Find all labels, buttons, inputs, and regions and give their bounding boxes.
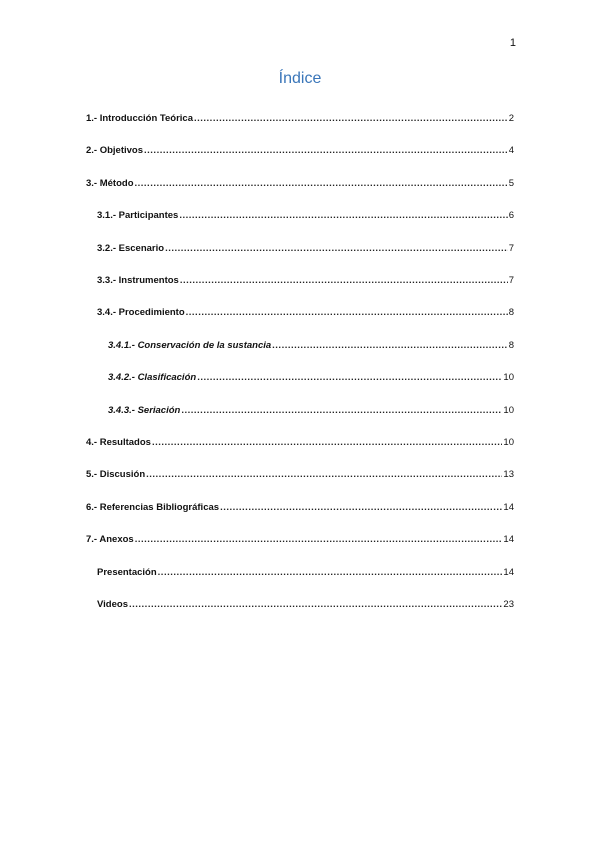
toc-entry-page: 14 bbox=[503, 501, 514, 513]
toc-entry[interactable] bbox=[108, 371, 514, 385]
toc-entry-label: 3.- Método bbox=[86, 177, 134, 189]
toc-entry-page: 10 bbox=[503, 372, 514, 384]
toc-entry[interactable] bbox=[86, 112, 514, 126]
toc-entry[interactable] bbox=[86, 468, 514, 482]
toc-entry-label: 3.1.- Participantes bbox=[97, 210, 179, 222]
toc-entry-label: 1.- Introducción Teórica bbox=[86, 113, 193, 124]
toc-entry-label: 4.- Resultados bbox=[86, 437, 151, 448]
toc-entry[interactable] bbox=[97, 209, 514, 223]
toc-leader-dots bbox=[186, 306, 508, 320]
toc-title: Índice bbox=[278, 70, 322, 87]
toc-entry-page: 5 bbox=[508, 177, 514, 189]
toc-entry[interactable] bbox=[97, 306, 514, 320]
toc-leader-dots bbox=[144, 144, 508, 158]
toc-leader-dots bbox=[272, 339, 508, 353]
toc-entry-page: 14 bbox=[503, 534, 514, 546]
toc-leader-dots bbox=[197, 371, 502, 385]
toc-leader-dots bbox=[181, 404, 502, 418]
toc-entry-label: 5.- Discusión bbox=[86, 469, 146, 481]
toc-entry[interactable] bbox=[86, 144, 514, 158]
toc-entry-label: 2.- Objetivos bbox=[86, 145, 144, 157]
toc-leader-dots bbox=[180, 274, 508, 288]
toc-entry-label: 3.4.- Procedimiento bbox=[97, 307, 185, 319]
toc-entry-page: 8 bbox=[508, 307, 514, 319]
toc-entry-page: 10 bbox=[503, 404, 514, 416]
toc-leader-dots bbox=[129, 598, 502, 612]
toc-leader-dots bbox=[194, 112, 508, 126]
toc-leader-dots bbox=[165, 242, 508, 256]
toc-entry[interactable] bbox=[86, 436, 514, 450]
toc-entry-page: 7 bbox=[508, 242, 514, 254]
toc-entry-page: 2 bbox=[508, 113, 514, 124]
toc-entry-label: Presentación bbox=[97, 566, 157, 578]
toc-leader-dots bbox=[158, 566, 503, 580]
toc-entry[interactable] bbox=[86, 501, 514, 515]
toc-leader-dots bbox=[152, 436, 502, 450]
toc-entry[interactable] bbox=[86, 177, 514, 191]
toc-entry-label: 7.- Anexos bbox=[86, 534, 134, 546]
toc-leader-dots bbox=[135, 177, 508, 191]
toc-entry[interactable] bbox=[108, 404, 514, 418]
toc-leader-dots bbox=[146, 468, 502, 482]
toc-entry-page: 6 bbox=[508, 210, 514, 222]
toc-entry-label: 3.4.1.- Conservación de la sustancia bbox=[108, 339, 272, 351]
toc-entry[interactable] bbox=[108, 339, 514, 353]
toc-entry-label: 3.2.- Escenario bbox=[97, 242, 165, 254]
toc-entry-label: Videos bbox=[97, 599, 128, 610]
toc-entry-label: 3.4.2.- Clasificación bbox=[108, 372, 197, 384]
toc-leader-dots bbox=[220, 501, 502, 515]
toc-leader-dots bbox=[179, 209, 507, 223]
toc-entry-page: 13 bbox=[503, 469, 514, 481]
toc-entry-label: 6.- Referencias Bibliográficas bbox=[86, 501, 220, 513]
toc-entry-page: 10 bbox=[503, 437, 514, 448]
toc-entry[interactable] bbox=[97, 598, 514, 612]
toc-entry[interactable] bbox=[97, 274, 514, 288]
toc-leader-dots bbox=[135, 533, 503, 547]
toc-entry[interactable] bbox=[86, 533, 514, 547]
toc-entry-page: 7 bbox=[508, 275, 514, 286]
toc-entry-page: 4 bbox=[508, 145, 514, 157]
toc-entry-page: 23 bbox=[503, 599, 514, 610]
toc-entry-page: 8 bbox=[508, 339, 514, 351]
toc-entry-page: 14 bbox=[503, 566, 514, 578]
toc-entry[interactable] bbox=[97, 566, 514, 580]
toc-entry[interactable] bbox=[97, 242, 514, 256]
page-number: 1 bbox=[509, 37, 516, 49]
toc-entry-label: 3.3.- Instrumentos bbox=[97, 275, 179, 286]
toc-entry-label: 3.4.3.- Seriación bbox=[108, 404, 181, 416]
